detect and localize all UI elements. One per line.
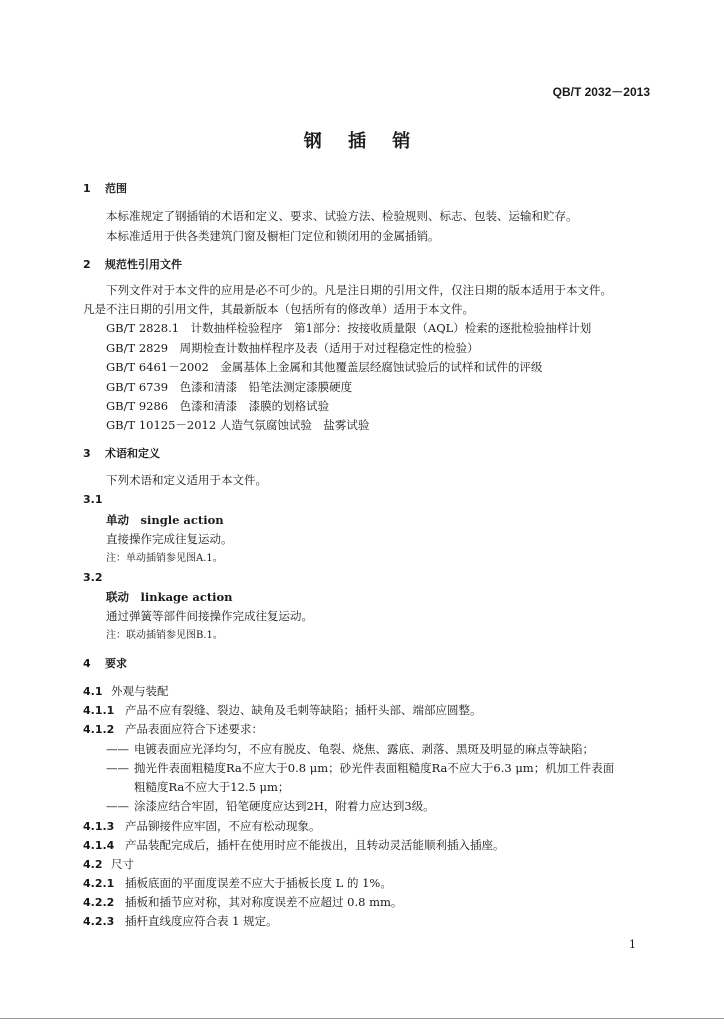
term-3-1-number: 3.1 [83,493,103,506]
reference-item: GB/T 9286 色漆和清漆 漆膜的划格试验 [106,399,330,413]
clause-4-1-4: 4.1.4 产品装配完成后，插杆在使用时应不能拔出，且转动灵活能顺利插入插座。 [83,838,505,852]
term-3-2-title: 联动 linkage action [106,590,233,604]
section-1-para-1: 本标准规定了钢插销的术语和定义、要求、试验方法、检验规则、标志、包装、运输和贮存。 [106,209,578,223]
section-2-para-line-2: 凡是不注日期的引用文件，其最新版本（包括所有的修改单）适用于本文件。 [83,302,474,316]
reference-item: GB/T 2829 周期检查计数抽样程序及表（适用于对过程稳定性的检验） [106,341,479,355]
term-3-1-definition: 直接操作完成往复运动。 [106,532,233,546]
term-3-1-title: 单动 single action [106,513,224,527]
section-4-1-heading: 4.1 外观与装配 [83,684,169,698]
document-title: 钢 插 销 [303,131,421,152]
list-item-continuation: 粗糙度Ra不应大于12.5 μm； [134,780,290,794]
clause-4-2-1: 4.2.1 插板底面的平面度误差不应大于插板长度 L 的 1%。 [83,876,392,890]
page-bottom-divider [0,1018,724,1019]
section-2-heading: 2 规范性引用文件 [83,258,182,271]
section-3-intro: 下列术语和定义适用于本文件。 [106,473,267,487]
page-number: 1 [629,938,636,951]
term-3-2-note: 注：联动插销参见图B.1。 [106,630,223,641]
section-1-heading: 1 范围 [83,182,127,195]
reference-item: GB/T 6461－2002 金属基体上金属和其他覆盖层经腐蚀试验后的试样和试件的评级 [106,360,543,374]
clause-4-1-3: 4.1.3 产品铆接件应牢固，不应有松动现象。 [83,819,321,833]
term-3-2-number: 3.2 [83,571,103,584]
reference-item: GB/T 10125－2012 人造气氛腐蚀试验 盐雾试验 [106,418,370,432]
clause-4-2-2: 4.2.2 插板和插节应对称，其对称度误差不应超过 0.8 mm。 [83,895,403,909]
section-4-heading: 4 要求 [83,657,127,670]
clause-4-2-3: 4.2.3 插杆直线度应符合表 1 规定。 [83,914,278,928]
clause-4-1-1: 4.1.1 产品不应有裂缝、裂边、缺角及毛刺等缺陷；插杆头部、端部应圆整。 [83,703,482,717]
section-4-2-heading: 4.2 尺寸 [83,857,134,871]
section-1-para-2: 本标准适用于供各类建筑门窗及橱柜门定位和锁闭用的金属插销。 [106,229,440,243]
term-3-2-definition: 通过弹簧等部件间接操作完成往复运动。 [106,609,313,623]
section-3-heading: 3 术语和定义 [83,447,160,460]
term-3-1-note: 注：单动插销参见图A.1。 [106,553,223,564]
section-2-para-line-1: 下列文件对于本文件的应用是必不可少的。凡是注日期的引用文件，仅注日期的版本适用于本文件。 [106,283,612,297]
reference-item: GB/T 6739 色漆和清漆 铅笔法测定漆膜硬度 [106,380,353,394]
clause-4-1-2: 4.1.2 产品表面应符合下述要求： [83,722,263,736]
standard-code: QB/T 2032－2013 [552,85,650,99]
list-item: —— 抛光件表面粗糙度Ra不应大于0.8 μm；砂光件表面粗糙度Ra不应大于6.3 μm；机加工件表面 [106,761,615,775]
list-item: —— 电镀表面应光泽均匀，不应有脱皮、龟裂、烧焦、露底、剥落、黑斑及明显的麻点等缺陷； [106,742,594,756]
reference-item: GB/T 2828.1 计数抽样检验程序 第1部分：按接收质量限（AQL）检索的逐批检验抽样计划 [106,321,592,335]
list-item: —— 涂漆应结合牢固，铅笔硬度应达到2H，附着力应达到3级。 [106,799,435,813]
